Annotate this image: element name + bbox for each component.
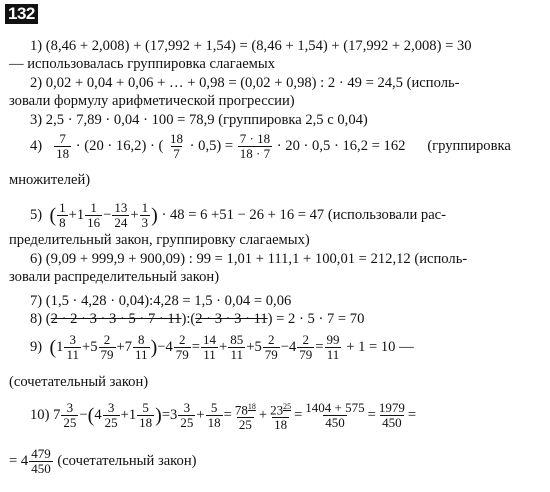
item-10-note: (сочетательный закон) — [57, 453, 197, 469]
item-3-line: 3) 2,5 · 7,89 · 0,04 · 100 = 78,9 (группировка 2,5 с 0,04) — [30, 112, 368, 128]
item-7-line: 7) (1,5 · 4,28 · 0,04):4,28 = 1,5 · 0,04 = 0,06 — [30, 293, 292, 309]
fraction: $\frac{2}{79}$ — [264, 332, 278, 363]
item-4-note-cont: множителей) — [9, 172, 91, 188]
fraction: $\frac{3}{25}$ — [180, 400, 194, 431]
fraction: $\frac{3}{25}$ — [104, 400, 118, 431]
item-4-line — [30, 129, 511, 163]
fraction: $\frac{13}{24}$ — [114, 200, 128, 231]
item-5-label: 5) — [30, 207, 43, 223]
item-9-note: (сочетательный закон) — [9, 374, 149, 390]
fraction: $\frac{8}{11}$ — [135, 332, 148, 363]
fraction: $\frac{2}{79}$ — [299, 332, 313, 363]
item-4-text: · 20 · 0,5 · 16,2 = 162 — [276, 138, 406, 154]
fraction: $\frac{2}{79}$ — [175, 332, 189, 363]
fraction: $\frac{1}{3}$ — [141, 200, 149, 231]
fraction: $\frac{3}{11}$ — [66, 332, 79, 363]
fraction: $\frac{7 \cdot 18}{18 \cdot 7}$ — [239, 131, 271, 162]
item-5-text: · 48 = 6 +51 − 26 + 16 = 47 (использовали рас- — [161, 207, 447, 223]
fraction: $\frac{1}{8}$ — [59, 200, 66, 231]
fraction: $\frac{14}{11}$ — [203, 332, 216, 363]
fraction: $\frac{23^{25}}{18}$ — [270, 401, 292, 432]
fraction: $\frac{78^{18}}{25}$ — [234, 401, 256, 432]
item-10-line: 10) 7 $\frac{3}{25}$ −(4 $\frac{3}{25}$ +1 $\frac{5}{18}$ )=3 $\frac{3}{25}$ + $\frac{5}{18}$ = $\frac{78^{18}}{25}$ + $\frac{23^{25}}{18}$ = $\frac{1404 + 575}{450}$ = $\frac{1979}{450}$ = — [30, 400, 417, 432]
fraction: $\frac{5}{18}$ — [139, 400, 153, 431]
item-8-text: ) = 2 · 5 · 7 = 70 — [267, 311, 365, 327]
item-4-text: · 0,5) = — [189, 138, 234, 154]
item-4-note: (группировка — [427, 138, 511, 154]
item-1-note: — использовалась группировка слагаемых — [9, 56, 276, 72]
multiplier-sup: 25 — [283, 401, 292, 411]
fraction: $\frac{1404 + 575}{450}$ — [305, 400, 365, 431]
item-1-line: 1) (8,46 + 2,008) + (17,992 + 1,54) = (8,46 + 1,54) + (17,992 + 2,008) = 30 — [30, 38, 472, 54]
item-10-result: = 4 $\frac{479}{450}$ (сочетательный закон) — [9, 446, 197, 477]
fraction: $\frac{5}{18}$ — [207, 400, 221, 431]
item-9-line: 9) (1 $\frac{3}{11}$ +5 $\frac{2}{79}$ +7 $\frac{8}{11}$ )−4 $\frac{2}{79}$ = $\frac{14}{11}$ + $\frac{85}{11}$ +5 $\frac{2}{79}$ −4 $\frac{2}{79}$ = $\frac{99}{11}$ + 1 = 10 — — [30, 332, 414, 363]
item-8-text: ):( — [181, 311, 196, 327]
item-8-text: 8) ( — [30, 311, 51, 327]
problem-number-badge: 132 — [5, 4, 38, 24]
multiplier-sup: 18 — [247, 401, 256, 411]
fraction: $\frac{85}{11}$ — [230, 332, 244, 363]
item-4-label: 4) — [30, 138, 43, 154]
fraction: $\frac{2}{79}$ — [100, 332, 114, 363]
item-5-note-cont: пределительный закон, группировку слагаемых) — [9, 232, 310, 248]
fraction: $\frac{479}{450}$ — [31, 446, 51, 477]
item-9-text: + 1 = 10 — — [346, 339, 414, 355]
item-5-line: 5) ( $\frac{1}{8}$ +1 $\frac{1}{16}$ − $\frac{13}{24}$ + $\frac{1}{3}$ ) · 48 = 6 +51 − 26 + 16 = 47 (использовали рас- — [30, 200, 447, 231]
fraction: $\frac{18}{7}$ — [169, 131, 183, 162]
item-6-note: зовали распределительный закон) — [9, 269, 220, 285]
item-9-label: 9) — [30, 339, 43, 355]
item-2-note: зовали формулу арифметической прогрессии) — [9, 93, 295, 109]
item-8-line — [30, 310, 364, 328]
fraction: $\frac{7}{18}$ — [56, 131, 70, 162]
fraction: $\frac{99}{11}$ — [326, 332, 340, 363]
item-6-line: 6) (9,09 + 999,9 + 900,09) : 99 = 1,01 + 111,1 + 100,01 = 212,12 (исполь- — [30, 251, 468, 267]
item-8-text: 2 · 3 · 3 · 11 — [195, 311, 268, 327]
item-10-label: 10) — [30, 407, 50, 423]
item-8-text: 2 · 2 · 3 · 3 · 5 · 7 · 11 — [50, 311, 182, 327]
fraction: $\frac{1}{16}$ — [87, 200, 101, 231]
item-4-text: · (20 · 16,2) · ( — [75, 138, 164, 154]
fraction: $\frac{1979}{450}$ — [378, 400, 405, 431]
item-2-line: 2) 0,02 + 0,04 + 0,06 + … + 0,98 = (0,02 + 0,98) : 2 · 49 = 24,5 (исполь- — [30, 75, 460, 91]
fraction: $\frac{3}{25}$ — [63, 400, 77, 431]
